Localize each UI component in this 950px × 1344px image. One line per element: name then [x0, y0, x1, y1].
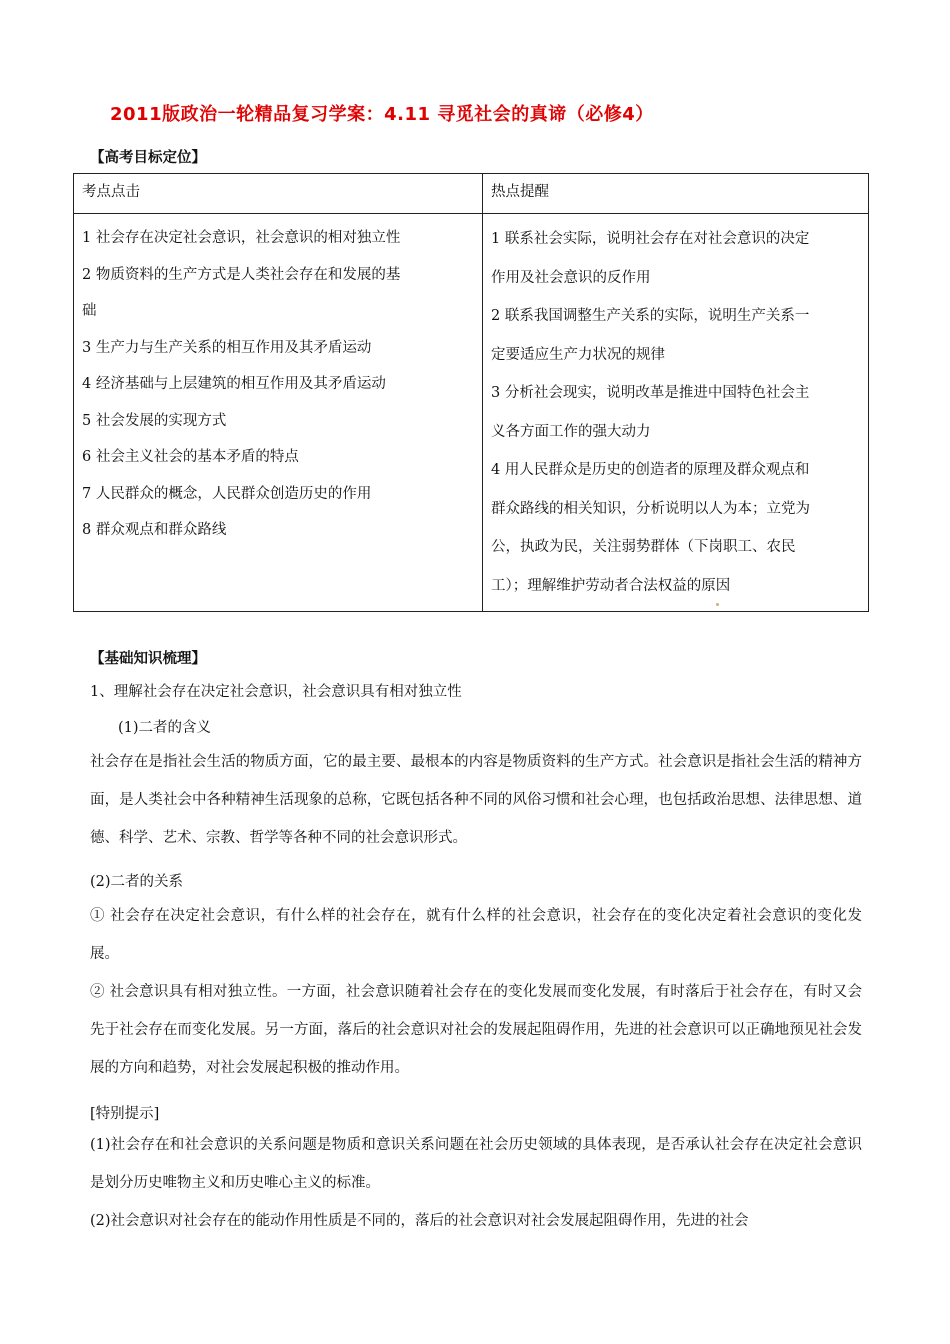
paragraph-existence-determines: ① 社会存在决定社会意识，有什么样的社会存在，就有什么样的社会意识，社会存在的变化决定着社会意识的变化发展。 — [90, 908, 862, 962]
exam-point-line: 4 经济基础与上层建筑的相互作用及其矛盾运动 — [82, 376, 386, 392]
hot-topic-line: 作用及社会意识的反作用 — [491, 269, 651, 286]
section-heading-exam-goals: 【高考目标定位】 — [90, 150, 206, 166]
hot-topic-line: 义各方面工作的强大动力 — [491, 423, 651, 440]
hot-topic-line: 定要适应生产力状况的规律 — [491, 346, 665, 363]
hot-topic-line: 1 联系社会实际，说明社会存在对社会意识的决定 — [491, 231, 810, 247]
subheading-relationship: (2)二者的关系 — [90, 874, 184, 890]
exam-point-line: 6 社会主义社会的基本矛盾的特点 — [82, 449, 299, 465]
table-row — [74, 214, 869, 612]
section-heading-basic-knowledge: 【基础知识梳理】 — [90, 651, 206, 667]
special-tip-2: (2)社会意识对社会存在的能动作用性质是不同的，落后的社会意识对社会发展起阻碍作用，先进的社会 — [90, 1213, 749, 1229]
exam-point-line: 2 物质资料的生产方式是人类社会存在和发展的基 — [82, 266, 401, 283]
hot-topics-cell — [483, 214, 869, 612]
exam-point-line: 5 社会发展的实现方式 — [82, 412, 227, 429]
paragraph-relative-independence: ② 社会意识具有相对独立性。一方面，社会意识随着社会存在的变化发展而变化发展，有时落后于社会存在，有时又会先于社会存在而变化发展。另一方面，落后的社会意识对社会的发展起阻碍作用，先进的社会意识可以正确地预见社会发展的方向和趋势，对社会发展起积极的推动作用。 — [90, 984, 862, 1076]
exam-point-line: 7 人民群众的概念，人民群众创造历史的作用 — [82, 485, 372, 502]
table-header-row — [74, 174, 869, 214]
exam-points-cell — [74, 214, 483, 612]
hot-topic-line: 工）；理解维护劳动者合法权益的原因 — [491, 577, 731, 594]
document-title: 2011版政治一轮精品复习学案：4.11 寻觅社会的真谛（必修4） — [110, 104, 654, 125]
exam-points-table — [73, 173, 869, 612]
special-tip-heading: [特别提示] — [90, 1106, 160, 1122]
special-tip-1: (1)社会存在和社会意识的关系问题是物质和意识关系问题在社会历史领域的具体表现，是否承认社会存在决定社会意识是划分历史唯物主义和历史唯心主义的标准。 — [90, 1137, 862, 1191]
hot-topic-line: 群众路线的相关知识，分析说明以人为本；立党为 — [491, 500, 810, 517]
subheading-meaning: (1)二者的含义 — [118, 720, 212, 736]
hot-topic-line: 公，执政为民，关注弱势群体（下岗职工、农民 — [491, 539, 796, 555]
hot-topic-line: 2 联系我国调整生产关系的实际，说明生产关系一 — [491, 308, 810, 324]
hot-topic-line: 4 用人民群众是历史的创造者的原理及群众观点和 — [491, 462, 810, 478]
scan-speck — [716, 603, 719, 606]
paragraph-definitions: 社会存在是指社会生活的物质方面，它的最主要、最根本的内容是物质资料的生产方式。社会意识是指社会生活的精神方面，是人类社会中各种精神生活现象的总称，它既包括各种不同的风俗习惯和社会心理，也包括政治思想、法律思想、道德、科学、艺术、宗教、哲学等各种不同的社会意识形式。 — [90, 754, 862, 846]
exam-point-line: 础 — [82, 303, 97, 319]
exam-point-line: 8 群众观点和群众路线 — [82, 522, 227, 538]
exam-point-line: 3 生产力与生产关系的相互作用及其矛盾运动 — [82, 339, 372, 356]
hot-topic-line: 3 分析社会现实，说明改革是推进中国特色社会主 — [491, 385, 810, 401]
table-header-exam-points: 考点点击 — [74, 174, 483, 214]
knowledge-item-1: 1、理解社会存在决定社会意识，社会意识具有相对独立性 — [90, 684, 462, 700]
table-header-hot-topics: 热点提醒 — [483, 174, 869, 214]
exam-point-line: 1 社会存在决定社会意识，社会意识的相对独立性 — [82, 230, 401, 246]
